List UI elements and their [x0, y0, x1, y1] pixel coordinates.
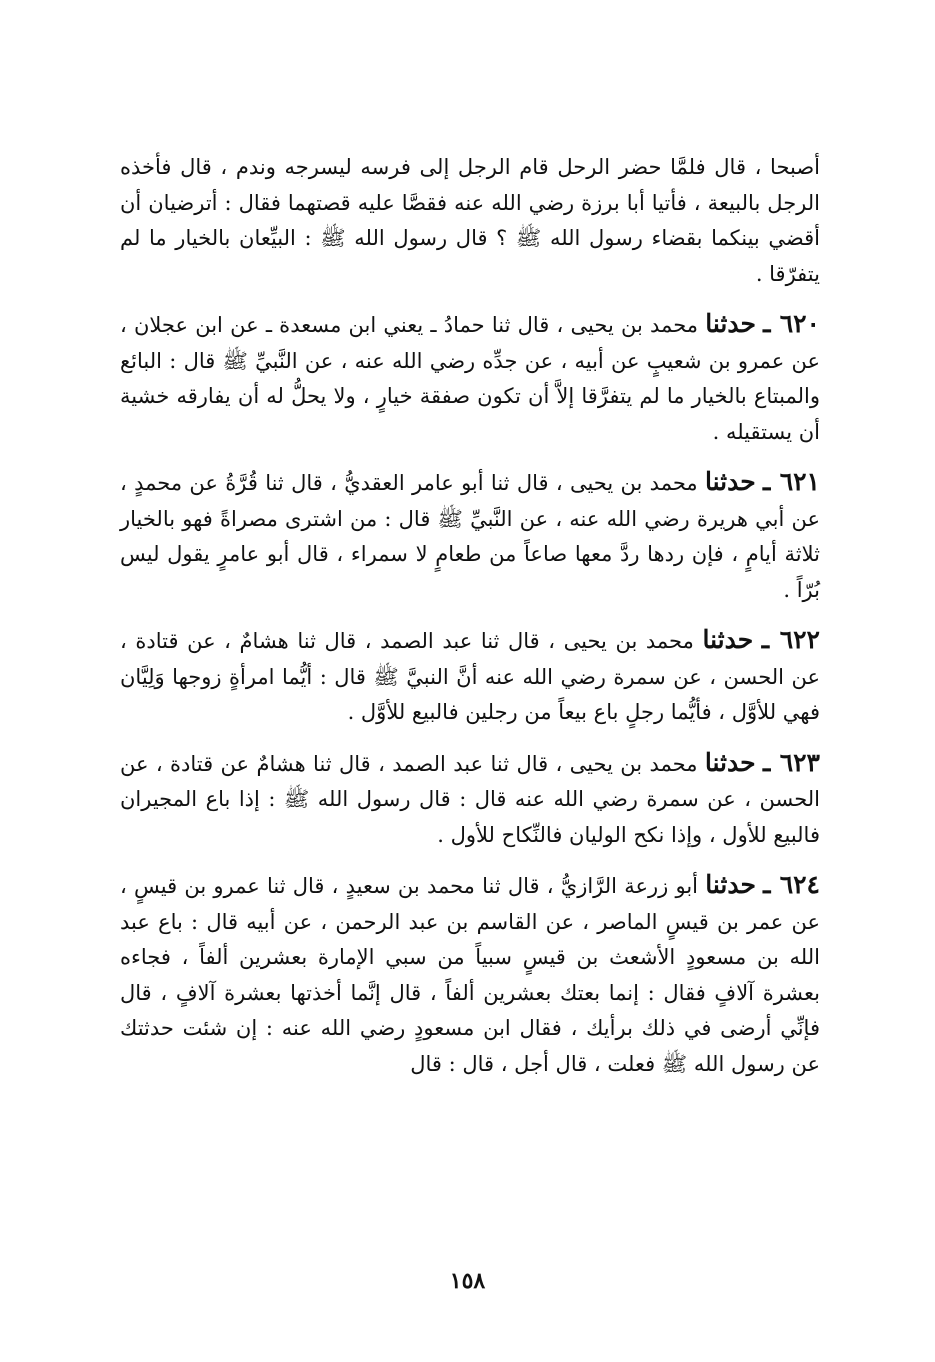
- hadith-number: ٦٢١ ـ: [763, 467, 820, 496]
- hadith-621: [120, 464, 820, 608]
- hadith-text: محمد بن يحيى ، قال ثنا عبد الصمد ، قال ثنا هشامٌ ، عن قتادة ، عن الحسن ، عن سمرة رضي الله عنه أنَّ النبيَّ ﷺ قال : أيُّما امرأةٍ زوجها وَلِيَّان فهي للأوَّل ، فأيُّما رجلٍ باع بيعاً من رجلين فالبيع للأوَّل .: [120, 629, 820, 724]
- hadith-text: محمد بن يحيى ، قال ثنا أبو عامر العقديُّ ، قال ثنا قُرَّةُ عن محمدٍ ، عن أبي هريرة رضي الله عنه ، عن النَّبيِّ ﷺ قال : من اشترى مصراةً فهو بالخيار ثلاثة أيامٍ ، فإن ردها ردَّ معها صاعاً من طعامٍ لا سمراء ، قال أبو عامرٍ يقول ليس بُرّاً .: [120, 471, 820, 602]
- hadith-keyword: حدثنا: [702, 625, 754, 654]
- hadith-keyword: حدثنا: [704, 747, 756, 777]
- hadith-keyword: حدثنا: [704, 467, 756, 496]
- paragraph-text: أصبحا ، قال فلمَّا حضر الرحل قام الرجل إلى فرسه ليسرجه وندم ، قال فأخذه الرجل بالبيعة ، فأتيا أبا برزة رضي الله عنه فقصَّا عليه قصتهما فقال : أترضيان أن أقضي بينكما بقضاء رسول الله ﷺ ؟ قال رسول الله ﷺ : البيِّعان بالخيار ما لم يتفرّقا .: [120, 155, 820, 286]
- hadith-622: [120, 622, 820, 731]
- hadith-keyword: حدثنا: [705, 870, 756, 899]
- hadith-number: ٦٢٠ ـ: [763, 309, 820, 338]
- hadith-624: [120, 867, 820, 1082]
- paragraph-continuation: [120, 150, 820, 292]
- hadith-keyword: حدثنا: [705, 309, 756, 338]
- hadith-text: محمد بن يحيى ، قال ثنا حمادُ ـ يعني ابن مسعدة ـ عن ابن عجلان ، عن عمرو بن شعيبٍ عن أبيه ، عن جدِّه رضي الله عنه ، عن النَّبيِّ ﷺ قال : البائع والمبتاع بالخيار ما لم يتفرَّقا إلاَّ أن تكون صفقة خيارٍ ، ولا يحلُّ له أن يفارقه خشية أن يستقيله .: [120, 313, 820, 444]
- page-number: ١٥٨: [449, 1268, 486, 1294]
- hadith-number: ٦٢٢ ـ: [761, 625, 820, 654]
- page-body: [120, 150, 820, 1082]
- hadith-text: أبو زرعة الرَّازيُّ ، قال ثنا محمد بن سعيدٍ ، قال ثنا عمرو بن قيسٍ ، عن عمر بن قيسٍ الماصر ، عن القاسم بن عبد الرحمن ، عن أبيه قال : باع عبد الله بن مسعودٍ الأشعث بن قيسٍ سبياً من سبي الإمارة بعشرين ألفاً ، فجاءه بعشرة آلافٍ فقال : إنما بعتك بعشرين ألفاً ، قال إنَّما أخذتها بعشرة آلافٍ ، قال فإنِّي أرضى في ذلك برأيك ، فقال ابن مسعودٍ رضي الله عنه : إن شئت حدثتك عن رسول الله ﷺ فعلت ، قال أجل ، قال : قال: [120, 874, 820, 1076]
- hadith-text: محمد بن يحيى ، قال ثنا عبد الصمد ، قال ثنا هشامٌ عن قتادة ، عن الحسن ، عن سمرة رضي الله عنه قال : قال رسول الله ﷺ : إذا باع المجيران فالبيع للأول ، وإذا نكح الوليان فالنِّكاح للأول .: [120, 751, 820, 847]
- hadith-number: ٦٢٣ ـ: [762, 747, 820, 777]
- hadith-623: [120, 745, 820, 854]
- hadith-620: [120, 306, 820, 450]
- hadith-number: ٦٢٤ ـ: [763, 870, 820, 899]
